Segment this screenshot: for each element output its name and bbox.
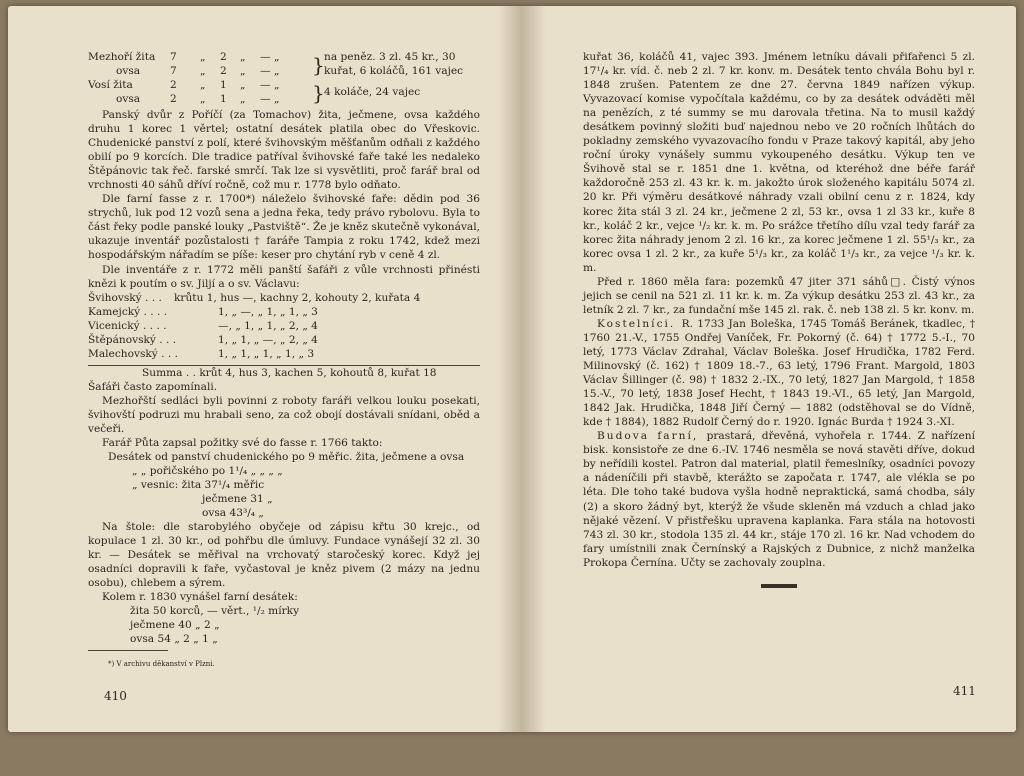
page-number-right: 411	[953, 684, 976, 698]
para-mezhorsti: Mezhořští sedláci byli povinni z roboty faráři velkou louku posekati, švihovští podruzi mu hrabali seno, za což obojí dostávali snídani, oběd a večeři.	[88, 394, 480, 435]
para-na-stole: Na štole: dle starobylého obyčeje od zápisu křtu 30 krejc., od kopulace 1 zl. 30 kr., od pohřbu dle úmluvy. Fundace vynášejí 32 zl. 30 kr. — Desátek se měřival na vrchovatý staročeský korec. Když jej osadníci dopravili k faře, vyčastoval je kněz pivem (2 mázy na jednu osobu), chlebem a sýrem.	[88, 520, 480, 590]
para-kostelnici: Kostelníci. R. 1733 Jan Boleška, 1745 Tomáš Beránek, tkadlec, † 1760 21.-V., 1755 Ondřej Vaníček, Fr. Pokorný (č. 64) † 1772 5.-I., 70 letý, 1773 Václav Zdrahal, Václav Boleška. Josef Hrudička, 1782 Ferd. Milinovský (č. 162) † 1809 18.-7., 63 letý, 1796 Frant. Margold, 1803 Václav Šillinger (č. 98) † 1832 2.-IX., 70 letý, 1827 Jan Margold, † 1858 15.-V., 70 letý, 1838 Josef Hecht, † 1843 19.-VI., 65 letý, Jan Margold, 1842 Jak. Hrudička, 1848 Jiří Černý — 1882 (odstěhoval se do Vídně, kde † 1884), 1882 Rudolf Černý do r. 1920. Ignác Burda † 1924 3.-XI.	[583, 317, 975, 429]
tithe-1830: žita 50 korců, — věrt., ¹/₂ mírky ječmene 40 „ 2 „ ovsa 54 „ 2 „ 1 „	[130, 605, 300, 646]
para-inventar-1772: Dle inventáře z r. 1772 měli panští šafáři z vůle vrchnosti přinésti knězi k poutím o sv. Jiljí a o sv. Václavu:	[88, 263, 480, 290]
gutter	[498, 6, 546, 732]
para-budova-fary: Budova farní, prastará, dřevěná, vyhořela r. 1744. Z nařízení bisk. konsistoře ze dne 6.-IV. 1746 nesměla se nová stavěti dříve, dokud by neřídili kostel. Patron dal material, platil řemeslníky, osadníci povozy a nádeníčili při stavbě, kterážto se započata r. 1747, ale vlékla se po léta. Dle toho také budova vyšla hodně nepraktická, samá chodba, sály (2) a skoro žádný byt, kterýž že všude skleněn má vzduch a chlad jako nějaké vězení. V přistřešku upravena kaplanka. Fara stála na hotovosti 743 zl. 30 kr., stodola 135 zl. 44 kr., stáje 170 zl. 16 kr. Nad vchodem do fary umístnili znak Černínský a Rajských z Dubnice, z nichž manželka Prokopa Černína. Učty se zachovaly zouplna.	[583, 430, 975, 569]
para-fasse: Dle farní fasse z r. 1700*) náleželo švihovské faře: dědin pod 36 strychů, luk pod 12 vozů sena a jedna řeka, tedy právo rybolovu. Byla to část řeky podle panské louky „Pastviště“. Že je kněz skutečně vykonával, ukazuje inventář pozůstalosti † faráře Tampia z roku 1742, kdež mezi hospodářským nářadím se píše: keser pro chytání ryb v ceně 4 zl.	[88, 193, 480, 262]
tithe-list: Desátek od panství chudenického po 9 měřic. žita, ječmene a ovsa „ „ pořičského po 1¹/₄ „ „ „ „ „ vesnic: žita 37¹/₄ měřic ječmene 31 „ ovsa 43³/₄ „	[108, 450, 465, 519]
book-spread	[8, 6, 1016, 732]
right-page: kuřat 36, koláčů 41, vajec 393. Jménem letníku dávali přifařenci 5 zl. 17¹/₄ kr. víd. č. neb 2 zl. 7 kr. konv. m. Desátek tento chvála Bohu byl r. 1848 zrušen. Patentem ze dne 27. června 1849 nařízen výkup. Vyvazovací komise vypočítala každému, co by za desátek odváděti měl na penězích, z té summy se mu darovala třetina. Na to musil každý desátkem povinný složiti buď najednou nebo ve 20 ročních lhůtách do pokladny zemského vyvazovacího fondu v Praze takový kapitál, aby jeho roční úroky vynášely summu vykoupeného desátku. Výkup ten ve Švihově stal se r. 1851 dne 1. května, od kteréhož dne béře farář každoročně 253 zl. 43 kr. k. m. jakožto úrok složeného kapitálu 5074 zl. 20 kr. Při výměru desátkové náhrady vzali obilní cenu z r. 1824, kdy korec žita stál 3 zl. 24 kr., ječmene 2 zl, 53 kr., ovsa 1 zl 33 kr., kuře 8 kr., koláč 2 kr., vejce ¹/₂ kr. k. m. Po srážce třetího dílu vzal tedy farář za korec žita náhrady jenom 2 zl. 16 kr., za korec ječmene 1 zl. 55¹/₃ kr., za korec ovsa 1 zl. 2 kr., za kuře 5¹/₃ kr., za koláč 1¹/₃ kr., za vejce ¹/₃ kr. k. m. Před r. 1860 měla fara: pozemků 47 jiter 371 sáhů□. Čistý výnos jejich se cenil na 521 zl. 11 kr. k. m. Za výkup desátku 253 zl. 43 kr., za letník 2 zl. 7 kr., za fundační mše 145 zl. rak. č. neb 138 zl. 5 kr. konv. m. Kostelníci. R. 1733 Jan Boleška, 1745 Tomáš Beránek, tkadlec, † 1760 21.-V., 1755 Ondřej Vaníček, Fr. Pokorný (č. 64) † 1772 5.-I., 70 letý, 1773 Václav Zdrahal, Václav Boleška. Josef Hrudička, 1782 Ferd. Milinovský (č. 162) † 1809 18.-7., 63 letý, 1796 Frant. Margold, 1803 Václav Šillinger (č. 98) † 1832 2.-IX., 70 letý, 1827 Jan Margold, † 1858 15.-V., 70 letý, 1838 Josef Hecht, † 1843 19.-VI., 65 letý, Jan Margold, 1842 Jak. Hrudička, 1848 Jiří Černý — 1882 (odstěhoval se do Vídně, kde † 1884), 1882 Rudolf Černý do r. 1920. Ignác Burda † 1924 3.-XI. Budova farní, prastará, dřevěná, vyhořela r. 1744. Z nařízení bisk. konsistoře ze dne 6.-IV. 1746 nesměla se nová stavěti dříve, dokud by neřídili kostel. Patron dal material, platil řemeslníky, osadníci povozy a nádeníčili při stavbě, kterážto se započata r. 1747, ale vlékla se po léta. Dle toho také budova vyšla hodně nepraktická, samá chodba, sály (2) a skoro žádný byt, kterýž že všude skleněn má vzduch a chlad jako nějaké vězení. V přistřešku upravena kaplanka. Fara stála na hotovosti 743 zl. 30 kr., stodola 135 zl. 44 kr., stáje 170 zl. 16 kr. Nad vchodem do fary umístnili znak Černínský a Rajských z Dubnice, z nichž manželka Prokopa Černína. Učty se zachovaly zouplna. 411	[583, 51, 976, 698]
duties-table: Švihovský . . . krůtu 1, hus —, kachny 2, kohouty 2, kuřata 4 Kamejcký . . . . 1, „ —, „ 1, „ 1, „ 3 Vicenický . . . . —, „ 1, „ 1, „ 2, „ 4 Štěpánovský . . . 1, „ 1, „ —, „ 2, „ 4 Malechovský . . . 1, „ 1, „ 1, „ 1, „ 3	[88, 291, 421, 360]
duties-sum: Summa . . krůt 4, hus 3, kachen 5, kohoutů 8, kuřat 18	[142, 366, 437, 379]
page-number-left: 410	[104, 689, 127, 703]
footnote: *) V archivu děkanství v Plzni.	[108, 660, 215, 669]
end-mark	[761, 584, 797, 588]
left-page: Mezhoří žita 7 „ 2 „ — „ ovsa 7 „ 2 „ — „ Vosí žita 2 „ 1 „ — „ ovsa 2 „ 1 „ — „ } na peněz. 3 zl. 45 kr., 30 kuřat, 6 koláčů, 161 vajec } 4 koláče, 24 vajec Panský dvůr z Poříčí (za Tomachov) žita, ječmene, ovsa každého druhu 1 korec 1 věrtel; ostatní desátek platila obec do Vřeskovic. Chudenické panství z polí, které švihovským měšťanům odňali z každého obilí po 9 korcích. Dle tradice patříval švihovské faře také les nedaleko Štěpánovic tak řeč. farské smrčí. Tak lze si vysvětliti, proč farář bral od vrchnosti 40 sáhů dříví ročně, což mu r. 1778 bylo odňato. Dle farní fasse z r. 1700*) náleželo švihovské faře: dědin pod 36 strychů, luk pod 12 vozů sena a jedna řeka, tedy právo rybolovu. Byla to část řeky podle panské louky „Pastviště“. Že je kněz skutečně vykonával, ukazuje inventář pozůstalosti † faráře Tampia z roku 1742, kdež mezi hospodářským nářadím se píše: keser pro chytání ryb v ceně 4 zl. Dle inventáře z r. 1772 měli panští šafáři z vůle vrchnosti přinésti knězi k poutím o sv. Jiljí a o sv. Václavu: Švihovský . . . krůtu 1, hus —, kachny 2, kohouty 2, kuřata 4 Kamejcký . . . . 1, „ —, „ 1, „ 1, „ 3 Vicenický . . . . —, „ 1, „ 1, „ 2, „ 4 Štěpánovský . . . 1, „ 1, „ —, „ 2, „ 4 Malechovský . . . 1, „ 1, „ 1, „ 1, „ 3 Summa . . krůt 4, hus 3, kachen 5, kohoutů 8, kuřat 18 Šafáři často zapomínali. Mezhořští sedláci byli povinni z roboty faráři velkou louku posekati, švihovští podruzi mu hrabali seno, za což obojí dostávali snídani, oběd a večeři. Farář Půta zapsal požitky své do fasse r. 1766 takto: Desátek od panství chudenického po 9 měřic. žita, ječmene a ovsa „ „ pořičského po 1¹/₄ „ „ „ „ „ vesnic: žita 37¹/₄ měřic ječmene 31 „ ovsa 43³/₄ „ Na štole: dle starobylého obyčeje od zápisu křtu 30 krejc., od kopulace 1 zl. 30 kr., od pohřbu dle úmluvy. Fundace vynášejí 32 zl. 30 kr. — Desátek se měřival na vrchovatý staročeský korec. Když jej osadníci dopravili k faře, vyčastoval je kněz pivem (2 mázy na jednu osobu), chlebem a sýrem. Kolem r. 1830 vynášel farní desátek: žita 50 korců, — věrt., ¹/₂ mírky ječmene 40 „ 2 „ ovsa 54 „ 2 „ 1 „ *) V archivu děkanství v Plzni. 410	[88, 51, 480, 703]
para-1860: Před r. 1860 měla fara: pozemků 47 jiter 371 sáhů□. Čistý výnos jejich se cenil na 521 zl. 11 kr. k. m. Za výkup desátku 253 zl. 43 kr., za letník 2 zl. 7 kr., za fundační mše 145 zl. rak. č. neb 138 zl. 5 kr. konv. m.	[583, 275, 975, 316]
para-pansky-dvur: Panský dvůr z Poříčí (za Tomachov) žita, ječmene, ovsa každého druhu 1 korec 1 věrtel; ostatní desátek platila obec do Vřeskovic. Chudenické panství z polí, které švihovským měšťanům odňali z každého obilí po 9 korcích. Dle tradice patříval švihovské faře také les nedaleko Štěpánovic tak řeč. farské smrčí. Tak lze si vysvětliti, proč farář bral od vrchnosti 40 sáhů dříví ročně, což mu r. 1778 bylo odňato.	[88, 109, 480, 192]
tithe-table-top: Mezhoří žita 7 „ 2 „ — „ ovsa 7 „ 2 „ — „ Vosí žita 2 „ 1 „ — „ ovsa 2 „ 1 „ — „ } na peněz. 3 zl. 45 kr., 30 kuřat, 6 koláčů, 161 vajec } 4 koláče, 24 vajec	[88, 51, 464, 105]
